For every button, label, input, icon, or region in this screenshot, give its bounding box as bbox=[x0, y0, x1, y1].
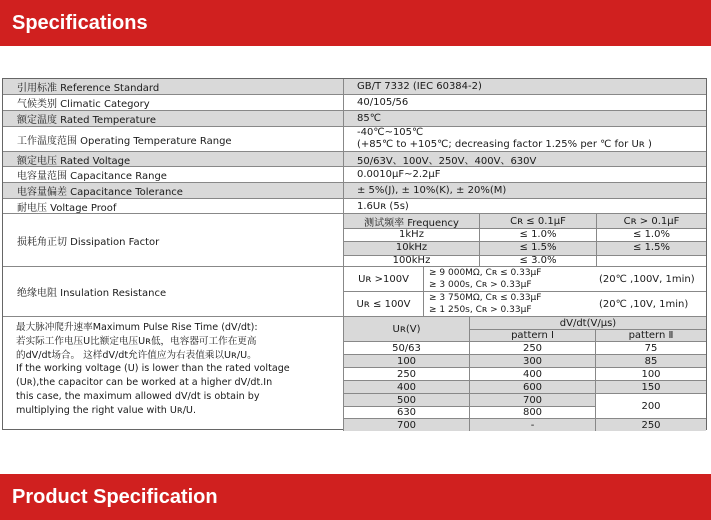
value-reference-standard: GB/T 7332 (IEC 60384-2) bbox=[357, 81, 482, 92]
pulse-header-pattern-1: pattern Ⅰ bbox=[511, 329, 554, 341]
insulation-condition-high-voltage: Uʀ >100V bbox=[358, 273, 409, 285]
label-climatic-category: 气候类别 Climatic Category bbox=[17, 99, 150, 110]
insulation-condition-low-voltage: Uʀ ≤ 100V bbox=[356, 299, 411, 310]
insulation-resistance-block bbox=[3, 267, 706, 317]
label-capacitance-range: 电容量范围 Capacitance Range bbox=[17, 171, 167, 182]
label-dissipation-factor: 损耗角正切 Dissipation Factor bbox=[17, 236, 160, 248]
description-line: 的dV/dt场合。 这样dV/dt允许值应为右表值乘以Uʀ/U。 bbox=[16, 349, 257, 361]
pulse-ur: 50/63 bbox=[392, 342, 421, 354]
value-capacitance-tolerance: ± 5%(J), ± 10%(K), ± 20%(M) bbox=[357, 185, 507, 196]
insulation-criterion: ≥ 1 250s, Cʀ > 0.33μF bbox=[429, 305, 532, 315]
pulse-ur: 250 bbox=[396, 368, 417, 380]
pulse-pattern-1-value: 400 bbox=[522, 368, 543, 380]
value-climatic-category: 40/105/56 bbox=[357, 97, 409, 108]
insulation-test-condition: (20℃ ,100V, 1min) bbox=[599, 273, 695, 285]
description-line: multiplying the right value with Uʀ/U. bbox=[16, 404, 196, 416]
description-line: 最大脉冲爬升速率Maximum Pulse Rise Time (dV/dt): bbox=[16, 322, 258, 333]
dissipation-value: ≤ 1.5% bbox=[519, 242, 557, 253]
label-reference-standard: 引用标准 Reference Standard bbox=[17, 83, 160, 94]
label-rated-temperature: 额定温度 Rated Temperature bbox=[17, 115, 156, 126]
row-operating-temperature bbox=[3, 127, 706, 152]
description-line: 若实际工作电压U比额定电压Uʀ低，电容器可工作在更高 bbox=[16, 335, 257, 347]
label-voltage-proof: 耐电压 Voltage Proof bbox=[17, 202, 117, 214]
pulse-pattern-2-merged-value: 200 bbox=[641, 400, 661, 412]
dissipation-frequency: 1kHz bbox=[399, 229, 424, 240]
pulse-pattern-1-value: 700 bbox=[522, 394, 543, 406]
pulse-rise-time-description bbox=[16, 321, 336, 418]
pulse-pattern-2-value: 150 bbox=[641, 381, 661, 393]
row-climatic-category bbox=[3, 95, 706, 111]
pulse-ur: 100 bbox=[396, 355, 417, 367]
pulse-header-ur: Uʀ(V) bbox=[392, 323, 421, 335]
value-rated-voltage: 50/63V、100V、250V、400V、630V bbox=[357, 155, 537, 167]
pulse-pattern-2-value: 250 bbox=[641, 419, 661, 431]
pulse-pattern-1-value: 800 bbox=[522, 406, 543, 418]
operating-temperature-note: (+85℃ to +105℃; decreasing factor 1.25% per ℃ for Uʀ ) bbox=[357, 139, 652, 150]
product-specification-header: Product Specification bbox=[0, 474, 711, 520]
label-capacitance-tolerance: 电容量偏差 Capacitance Tolerance bbox=[17, 187, 183, 198]
pulse-ur: 630 bbox=[396, 406, 417, 418]
pulse-pattern-1-value: 600 bbox=[522, 381, 543, 393]
label-insulation-resistance: 绝缘电阻 Insulation Resistance bbox=[17, 288, 167, 299]
dissipation-header-small-cap: Cʀ ≤ 0.1μF bbox=[510, 215, 566, 227]
dissipation-value: ≤ 3.0% bbox=[519, 255, 557, 266]
description-line: (Uʀ),the capacitor can be worked at a higher dV/dt.In bbox=[16, 377, 273, 389]
pulse-pattern-2-value: 85 bbox=[644, 355, 658, 367]
dissipation-value: ≤ 1.0% bbox=[633, 229, 670, 240]
dissipation-frequency: 100kHz bbox=[392, 255, 431, 266]
value-voltage-proof: 1.6Uʀ (5s) bbox=[357, 200, 409, 212]
pulse-header-dvdt: dV/dt(V/μs) bbox=[559, 317, 617, 329]
row-capacitance-range bbox=[3, 167, 706, 183]
row-capacitance-tolerance bbox=[3, 183, 706, 199]
label-rated-voltage: 额定电压 Rated Voltage bbox=[17, 155, 131, 167]
value-capacitance-range: 0.0010μF~2.2μF bbox=[357, 169, 441, 180]
dissipation-frequency: 10kHz bbox=[395, 242, 428, 253]
pulse-ur: 400 bbox=[396, 381, 417, 393]
row-voltage-proof bbox=[3, 199, 706, 214]
label-operating-temperature: 工作温度范围 Operating Temperature Range bbox=[17, 135, 232, 147]
pulse-pattern-1-value: 300 bbox=[522, 355, 543, 367]
dissipation-header-large-cap: Cʀ > 0.1μF bbox=[623, 215, 680, 227]
insulation-criterion: ≥ 3 750MΩ, Cʀ ≤ 0.33μF bbox=[429, 293, 542, 303]
dissipation-factor-block bbox=[3, 214, 706, 267]
value-rated-temperature: 85℃ bbox=[357, 113, 381, 124]
pulse-ur: 700 bbox=[396, 419, 417, 431]
pulse-header-pattern-2: pattern Ⅱ bbox=[628, 329, 674, 341]
row-reference-standard bbox=[3, 79, 706, 95]
insulation-criterion: ≥ 9 000MΩ, Cʀ ≤ 0.33μF bbox=[429, 268, 542, 278]
description-line: this case, the maximum allowed dV/dt is obtain by bbox=[16, 390, 260, 402]
dissipation-value: ≤ 1.0% bbox=[519, 229, 557, 240]
description-line: If the working voltage (U) is lower than the rated voltage bbox=[16, 363, 290, 375]
insulation-criterion: ≥ 3 000s, Cʀ > 0.33μF bbox=[429, 280, 532, 290]
value-operating-temperature bbox=[343, 127, 706, 151]
pulse-pattern-2-value: 100 bbox=[641, 368, 661, 380]
dissipation-value: ≤ 1.5% bbox=[633, 242, 670, 253]
insulation-test-condition: (20℃ ,10V, 1min) bbox=[599, 299, 689, 310]
specifications-header: Specifications bbox=[0, 0, 711, 46]
dissipation-header-frequency: 测试频率 Frequency bbox=[364, 217, 459, 229]
pulse-pattern-1-value: 250 bbox=[522, 342, 543, 354]
operating-temperature-range: -40℃~105℃ bbox=[357, 127, 424, 138]
pulse-pattern-2-value: 75 bbox=[644, 342, 658, 354]
row-rated-voltage bbox=[3, 152, 706, 167]
row-rated-temperature bbox=[3, 111, 706, 127]
pulse-ur: 500 bbox=[396, 394, 417, 406]
pulse-pattern-1-value: - bbox=[530, 419, 535, 431]
